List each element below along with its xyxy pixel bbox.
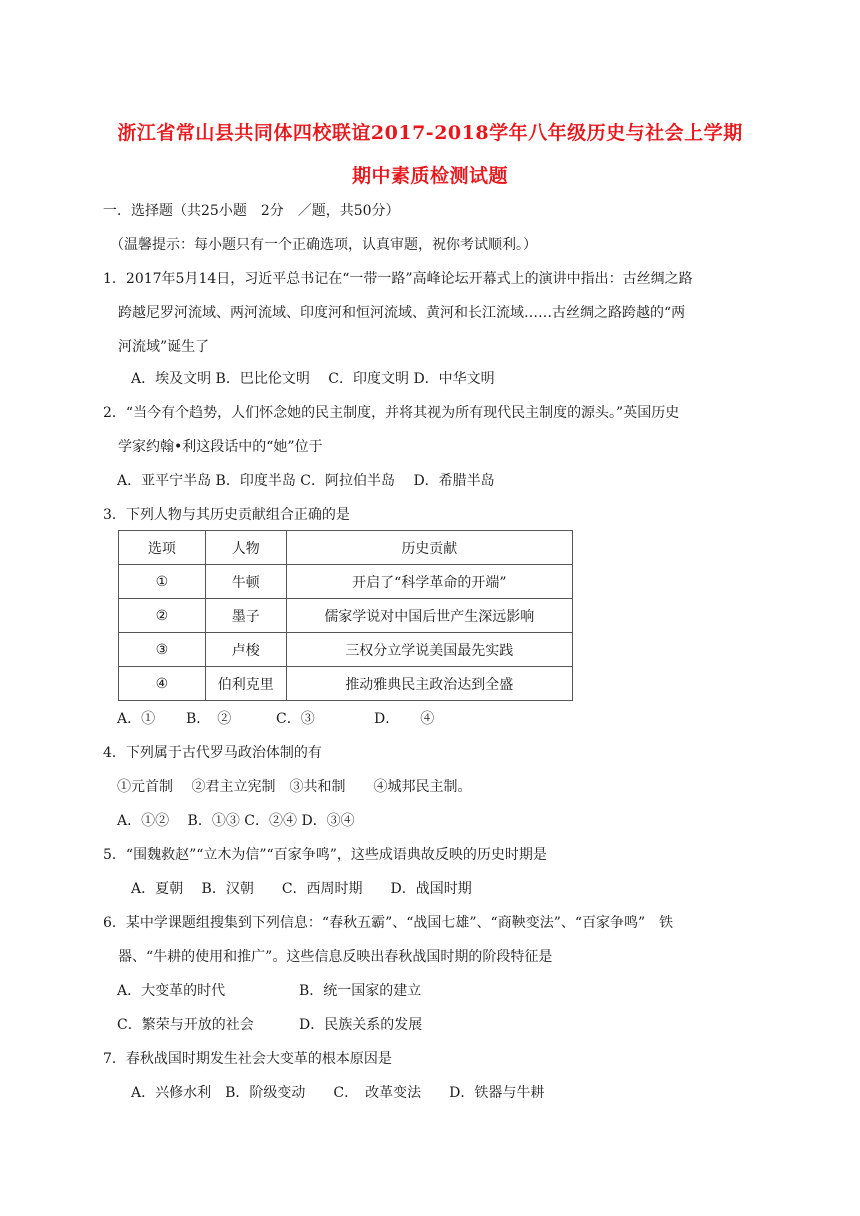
q3-option-b: B． ②	[186, 711, 232, 727]
table-cell: 牛顿	[205, 565, 286, 599]
table-cell: ①	[119, 565, 206, 599]
exam-title-line-1: 浙江省常山县共同体四校联谊2017-2018学年八年级历史与社会上学期	[117, 122, 743, 144]
q4-items: ①元首制 ②君主立宪制 ③共和制 ④城邦民主制。	[117, 779, 472, 795]
q6-option-d: D．民族关系的发展	[299, 1017, 423, 1033]
table-cell: 卢梭	[205, 633, 286, 667]
section-header: 一．选择题（共25小题 2分 ／题，共50分）	[103, 203, 400, 219]
q6-option-a: A．大变革的时代	[117, 983, 226, 999]
table-cell: 开启了“科学革命的开端”	[286, 565, 572, 599]
table-row	[119, 667, 573, 701]
table-cell: 儒家学说对中国后世产生深远影响	[286, 599, 572, 633]
exam-title-line-2: 期中素质检测试题	[351, 165, 508, 187]
q1-stem-line-3: 河流域”诞生了	[118, 339, 210, 355]
q3-option-c: C．③	[276, 711, 315, 727]
q2-stem-line-2: 学家约翰•利这段话中的“她”位于	[118, 439, 323, 455]
q1-stem-line-1: 1．2017年5月14日，习近平总书记在“一带一路”高峰论坛开幕式上的演讲中指出：古丝绸之路	[103, 271, 693, 287]
table-cell: ③	[119, 633, 206, 667]
table-header-cell: 人物	[205, 531, 286, 565]
q5-options: A．夏朝 B．汉朝 C．西周时期 D．战国时期	[131, 881, 472, 897]
q3-option-d: D． ④	[374, 711, 435, 727]
table-header-row	[119, 531, 573, 565]
q4-stem: 4．下列属于古代罗马政治体制的有	[103, 745, 322, 761]
table-cell: 伯利克里	[205, 667, 286, 701]
table-cell: ②	[119, 599, 206, 633]
table-cell: 三权分立学说美国最先实践	[286, 633, 572, 667]
q6-option-c: C．繁荣与开放的社会	[117, 1017, 254, 1033]
q3-table	[118, 530, 573, 701]
q2-stem-line-1: 2．“当今有个趋势，人们怀念她的民主制度，并将其视为所有现代民主制度的源头。”英国历史	[103, 405, 680, 421]
q2-options: A．亚平宁半岛 B．印度半岛 C．阿拉伯半岛 D．希腊半岛	[117, 473, 495, 489]
table-header-cell: 历史贡献	[286, 531, 572, 565]
q7-stem: 7．春秋战国时期发生社会大变革的根本原因是	[103, 1051, 392, 1067]
q5-stem: 5．“围魏救赵”“立木为信”“百家争鸣”，这些成语典故反映的历史时期是	[103, 847, 547, 863]
q3-stem: 3．下列人物与其历史贡献组合正确的是	[103, 507, 350, 523]
table-header-cell: 选项	[119, 531, 206, 565]
table-row	[119, 599, 573, 633]
q4-options: A．①② B．①③ C．②④ D．③④	[117, 813, 355, 829]
q6-option-b: B．统一国家的建立	[299, 983, 422, 999]
table-row	[119, 565, 573, 599]
q1-stem-line-2: 跨越尼罗河流域、两河流域、印度河和恒河流域、黄河和长江流域……古丝绸之路跨越的“两	[118, 305, 686, 321]
q3-option-a: A．①	[117, 711, 156, 727]
table-cell: ④	[119, 667, 206, 701]
q7-options: A．兴修水利 B．阶级变动 C． 改革变法 D．铁器与牛耕	[131, 1085, 545, 1101]
table-row	[119, 633, 573, 667]
exam-tip: （温馨提示：每小题只有一个正确选项，认真审题，祝你考试顺利。）	[110, 237, 537, 253]
q6-stem-line-2: 器、“牛耕的使用和推广”。这些信息反映出春秋战国时期的阶段特征是	[118, 949, 553, 965]
table-cell: 墨子	[205, 599, 286, 633]
table-cell: 推动雅典民主政治达到全盛	[286, 667, 572, 701]
q6-stem-line-1: 6．某中学课题组搜集到下列信息：“春秋五霸”、“战国七雄”、“商鞅变法”、“百家争鸣” 铁	[103, 915, 674, 931]
q1-options: A．埃及文明 B．巴比伦文明 C．印度文明 D．中华文明	[131, 371, 495, 387]
